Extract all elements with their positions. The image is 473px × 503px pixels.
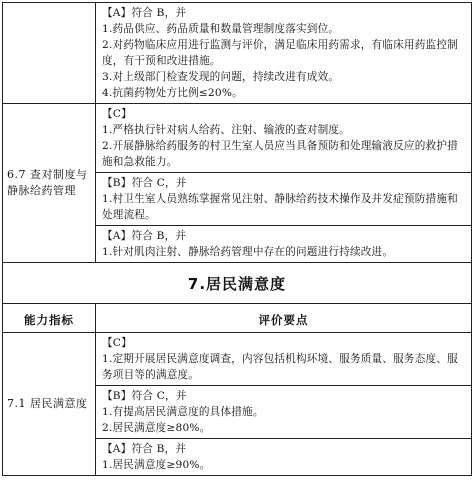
column-header-label: 能力指标 [24, 312, 74, 327]
criteria-line: 1.居民满意度≥90%。 [102, 459, 211, 471]
criteria-cell [96, 333, 472, 386]
criteria-line: 2.开展静脉给药服务的村卫生室人员应当具备预防和处理输液反应的救护措施和急救能力。 [102, 140, 458, 168]
grade-heading: 【A】符合 B，并 [102, 443, 187, 455]
indicator-cell [3, 333, 96, 476]
grade-c-block [96, 104, 471, 172]
grade-c-block [96, 333, 471, 385]
criteria-line: 1.定期开展居民满意度调查，内容包括机构环境、服务质量、服务态度、服务项目等的满意度。 [102, 353, 458, 381]
section-title-cell [3, 263, 472, 304]
evaluation-table [2, 2, 472, 476]
criteria-line: 2.对药物临床应用进行监测与评价，满足临床用药需求，有临床用药监控制度，有干预和改进措施。 [102, 39, 458, 67]
column-header-label: 评价要点 [258, 312, 309, 327]
criteria-cell [96, 104, 472, 173]
grade-a-block [96, 3, 471, 103]
grade-a-block [96, 439, 471, 475]
indicator-cell [3, 104, 96, 263]
criteria-cell [96, 226, 472, 263]
table-row [3, 333, 472, 386]
grade-heading: 【A】符合 B，并 [102, 7, 187, 19]
indicator-label: 6.7 查对制度与静脉给药管理 [7, 168, 88, 197]
criteria-line: 1.村卫生室人员熟练掌握常见注射、静脉给药技术操作及并发症预防措施和处理流程。 [102, 193, 458, 221]
grade-heading: 【A】符合 B，并 [102, 230, 187, 242]
criteria-line: 1.严格执行针对病人给药、注射、输液的查对制度。 [102, 124, 350, 136]
table-header-row [3, 304, 472, 333]
column-header-indicator [3, 304, 96, 333]
table-row [3, 263, 472, 304]
grade-b-block [96, 386, 471, 438]
criteria-line: 1.针对肌肉注射、静脉给药管理中存在的问题进行持续改进。 [102, 246, 394, 258]
grade-a-block [96, 226, 471, 262]
grade-b-block [96, 173, 471, 225]
criteria-line: 4.抗菌药物处方比例≤20%。 [102, 87, 243, 99]
criteria-line: 1.药品供应、药品质量和数量管理制度落实到位。 [102, 23, 340, 35]
table-row [3, 3, 472, 104]
section-title: 7.居民满意度 [187, 274, 287, 293]
indicator-label: 7.1 居民满意度 [7, 397, 88, 410]
criteria-cell [96, 173, 472, 226]
criteria-line: 2.居民满意度≥80%。 [102, 422, 211, 434]
grade-heading: 【B】符合 C，并 [102, 177, 187, 189]
criteria-cell [96, 3, 472, 104]
table-row [3, 104, 472, 173]
grade-heading: 【C】 [102, 108, 132, 120]
criteria-cell [96, 386, 472, 439]
criteria-line: 1.有提高居民满意度的具体措施。 [102, 406, 264, 418]
grade-heading: 【C】 [102, 337, 132, 349]
criteria-line: 3.对上级部门检查发现的问题，持续改进有成效。 [102, 71, 340, 83]
empty-indicator-cell [3, 3, 96, 104]
grade-heading: 【B】符合 C，并 [102, 390, 187, 402]
column-header-criteria [96, 304, 472, 333]
criteria-cell [96, 439, 472, 476]
